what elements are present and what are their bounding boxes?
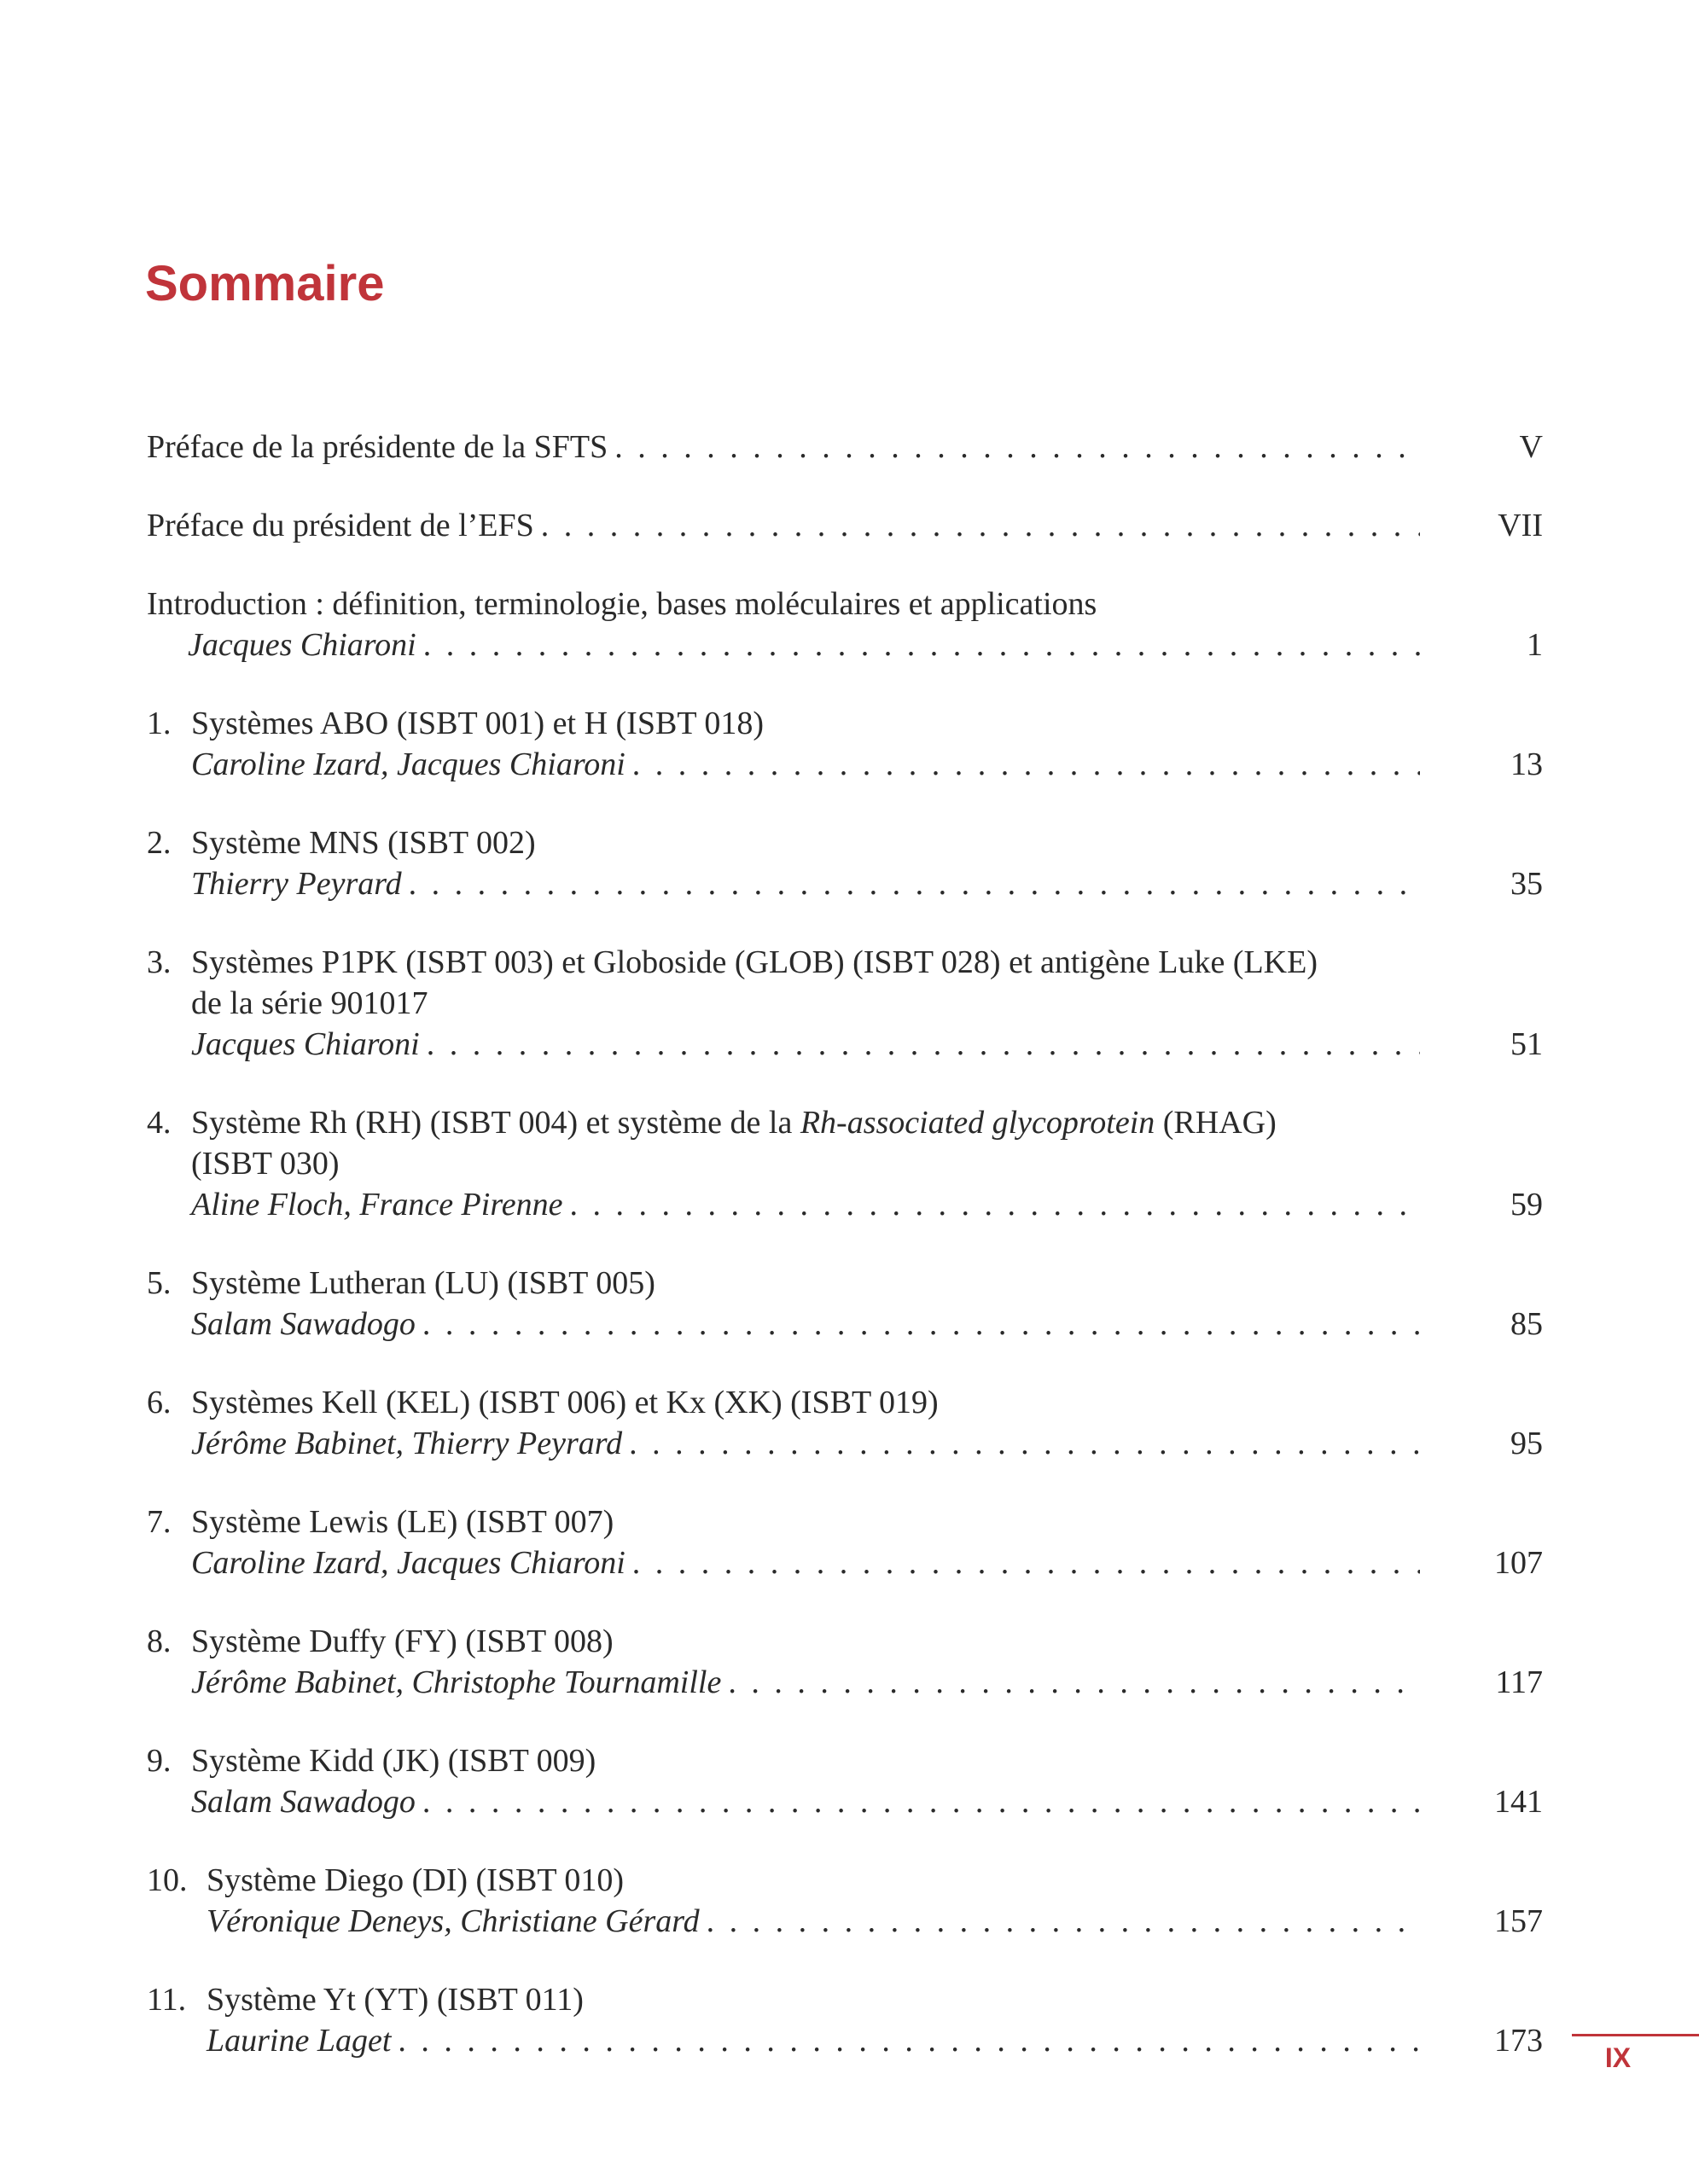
- toc-line: [147, 1860, 1543, 1901]
- title-italic-part: Rh-associated glycoprotein: [800, 1105, 1155, 1141]
- title-part: Système Rh (RH) (ISBT 004) et système de la: [191, 1105, 800, 1141]
- toc-entry-author: Jacques Chiaroni: [191, 1026, 420, 1062]
- toc-entry-chapter-6[interactable]: [147, 1382, 1543, 1464]
- toc-page-number: 35: [1510, 866, 1543, 902]
- toc-line: [147, 1423, 1543, 1464]
- toc-line: [147, 1143, 1543, 1184]
- chapter-number: 1.: [147, 706, 172, 741]
- toc-line: [147, 1781, 1543, 1822]
- toc-entry-chapter-10[interactable]: [147, 1860, 1543, 1942]
- chapter-number: 9.: [147, 1743, 172, 1779]
- toc-line: [147, 703, 1543, 744]
- chapter-number: 11.: [147, 1982, 187, 2018]
- toc-entry-title: Préface du président de l’EFS: [147, 508, 534, 543]
- dot-leader: [629, 1423, 1420, 1464]
- toc-page-number: 173: [1494, 2023, 1543, 2059]
- toc-entry-title: Système Kidd (JK) (ISBT 009): [191, 1743, 596, 1779]
- toc-line: [147, 505, 1543, 546]
- toc-line: [147, 1662, 1543, 1703]
- toc-line: [147, 1502, 1543, 1542]
- dot-leader: [569, 1184, 1420, 1225]
- toc-page-number: 59: [1510, 1187, 1543, 1223]
- title-part: (RHAG): [1155, 1105, 1277, 1141]
- toc-entry-title-continued: (ISBT 030): [191, 1146, 340, 1182]
- toc-entry-preface-efs[interactable]: [147, 505, 1543, 546]
- toc-page-number: 157: [1494, 1903, 1543, 1939]
- chapter-number: 8.: [147, 1623, 172, 1659]
- toc-entry-author: Thierry Peyrard: [191, 866, 402, 902]
- toc-entry-title: Système Duffy (FY) (ISBT 008): [191, 1623, 614, 1659]
- chapter-number: 3.: [147, 944, 172, 980]
- chapter-number: 6.: [147, 1385, 172, 1420]
- toc-line: [147, 744, 1543, 785]
- toc-entry-author: Caroline Izard, Jacques Chiaroni: [191, 1545, 625, 1581]
- toc-page-number: VII: [1498, 508, 1543, 543]
- toc-entry-title: Systèmes ABO (ISBT 001) et H (ISBT 018): [191, 706, 764, 741]
- toc-entry-author: Aline Floch, France Pirenne: [191, 1187, 563, 1223]
- toc-line: [147, 822, 1543, 863]
- chapter-number: 5.: [147, 1265, 172, 1301]
- toc-entry-author: Laurine Laget: [207, 2023, 392, 2059]
- dot-leader: [427, 1024, 1420, 1065]
- dot-leader: [707, 1901, 1420, 1942]
- toc-entry-title: Système MNS (ISBT 002): [191, 825, 536, 861]
- dot-leader: [422, 1781, 1420, 1822]
- dot-leader: [632, 744, 1420, 785]
- toc-page-number: 51: [1510, 1026, 1543, 1062]
- toc-entry-author: Salam Sawadogo: [191, 1784, 416, 1820]
- toc-entry-chapter-4[interactable]: [147, 1102, 1543, 1225]
- toc-entry-preface-sfts[interactable]: [147, 427, 1543, 468]
- toc-entry-author: Véronique Deneys, Christiane Gérard: [207, 1903, 700, 1939]
- table-of-contents: [147, 427, 1543, 2099]
- toc-page-number: 1: [1527, 627, 1543, 663]
- toc-page-number: 13: [1510, 746, 1543, 782]
- chapter-number: 10.: [147, 1862, 188, 1898]
- toc-entry-title: Systèmes P1PK (ISBT 003) et Globoside (GLOB) (ISBT 028) et antigène Luke (LKE): [191, 944, 1318, 980]
- toc-entry-title: [191, 1102, 1277, 1143]
- dot-leader: [614, 427, 1420, 468]
- dot-leader: [423, 624, 1420, 665]
- toc-line: [147, 1382, 1543, 1423]
- toc-entry-chapter-7[interactable]: [147, 1502, 1543, 1583]
- dot-leader: [632, 1542, 1420, 1583]
- toc-entry-title: Introduction : définition, terminologie, bases moléculaires et applications: [147, 586, 1097, 622]
- toc-entry-title: Systèmes Kell (KEL) (ISBT 006) et Kx (XK) (ISBT 019): [191, 1385, 939, 1420]
- dot-leader: [728, 1662, 1420, 1703]
- dot-leader: [422, 1304, 1420, 1345]
- toc-entry-chapter-1[interactable]: [147, 703, 1543, 785]
- toc-line: [147, 2020, 1543, 2061]
- toc-entry-title: Système Lutheran (LU) (ISBT 005): [191, 1265, 655, 1301]
- toc-line: [147, 942, 1543, 983]
- folio-page-number: IX: [1604, 2042, 1632, 2073]
- toc-line: [147, 1621, 1543, 1662]
- dot-leader: [541, 505, 1420, 546]
- toc-entry-title: Préface de la présidente de la SFTS: [147, 429, 608, 465]
- toc-page-number: 95: [1510, 1426, 1543, 1461]
- toc-entry-chapter-3[interactable]: [147, 942, 1543, 1065]
- toc-entry-author: Jérôme Babinet, Thierry Peyrard: [191, 1426, 623, 1461]
- toc-line: [147, 983, 1543, 1024]
- toc-line: [147, 863, 1543, 904]
- toc-line: [147, 1979, 1543, 2020]
- toc-line: [147, 1304, 1543, 1345]
- toc-entry-author: Jérôme Babinet, Christophe Tournamille: [191, 1664, 722, 1700]
- toc-page-number: 85: [1510, 1306, 1543, 1342]
- toc-line: [147, 1542, 1543, 1583]
- toc-line: [147, 584, 1543, 624]
- chapter-number: 7.: [147, 1504, 172, 1540]
- chapter-number: 4.: [147, 1105, 172, 1141]
- toc-line: [147, 1901, 1543, 1942]
- toc-page-number: V: [1519, 429, 1543, 465]
- toc-line: [147, 624, 1543, 665]
- toc-page-number: 117: [1495, 1664, 1543, 1700]
- toc-entry-title: Système Lewis (LE) (ISBT 007): [191, 1504, 614, 1540]
- toc-line: [147, 1102, 1543, 1143]
- toc-entry-title-continued: de la série 901017: [191, 985, 428, 1021]
- dot-leader: [398, 2020, 1420, 2061]
- toc-page-number: 107: [1494, 1545, 1543, 1581]
- chapter-number: 2.: [147, 825, 172, 861]
- toc-entry-author: Caroline Izard, Jacques Chiaroni: [191, 746, 625, 782]
- toc-line: [147, 427, 1543, 468]
- dot-leader: [409, 863, 1420, 904]
- toc-entry-chapter-11[interactable]: [147, 1979, 1543, 2061]
- toc-entry-author: Jacques Chiaroni: [188, 627, 416, 663]
- page-number-rule: [1572, 2034, 1699, 2036]
- toc-entry-chapter-8[interactable]: [147, 1621, 1543, 1703]
- toc-entry-title: Système Diego (DI) (ISBT 010): [207, 1862, 625, 1898]
- toc-line: [147, 1184, 1543, 1225]
- page-title: Sommaire: [145, 256, 385, 311]
- toc-line: [147, 1740, 1543, 1781]
- toc-entry-chapter-2[interactable]: [147, 822, 1543, 904]
- toc-entry-author: Salam Sawadogo: [191, 1306, 416, 1342]
- toc-entry-introduction[interactable]: [147, 584, 1543, 665]
- toc-entry-chapter-9[interactable]: [147, 1740, 1543, 1822]
- toc-page-number: 141: [1494, 1784, 1543, 1820]
- toc-line: [147, 1263, 1543, 1304]
- toc-line: [147, 1024, 1543, 1065]
- toc-entry-chapter-5[interactable]: [147, 1263, 1543, 1345]
- toc-entry-title: Système Yt (YT) (ISBT 011): [207, 1982, 584, 2018]
